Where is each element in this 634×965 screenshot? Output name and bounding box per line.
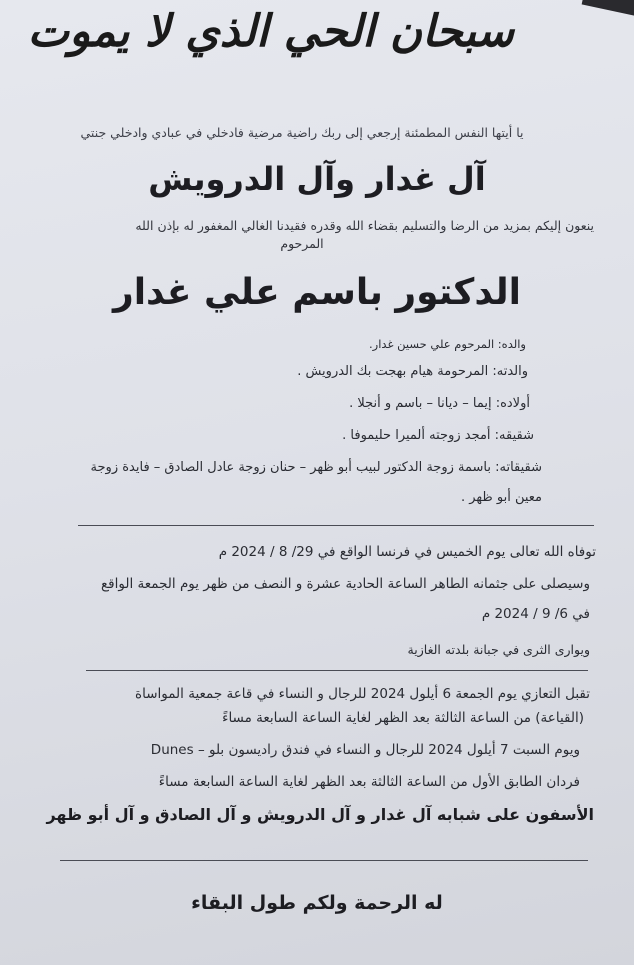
divider-2 xyxy=(86,670,588,671)
closing-phrase: له الرحمة ولكم طول البقاء xyxy=(191,892,443,914)
condolence-friday-hours: (القياعة) من الساعة الثالثة بعد الظهر لغاية الساعة السابعة مساءً xyxy=(222,710,584,726)
mourning-intro-line1: ينعون إليكم بمزيد من الرضا والتسليم بقضاء الله وقدره فقيدنا الغالي المغفور له بإذن الله xyxy=(135,218,594,233)
relative-sisters-cont: معين أبو ظهر . xyxy=(460,490,542,505)
mourning-intro-line2: المرحوم xyxy=(280,236,324,251)
relative-children: أولاده: إيما – ديانا – باسم و أنجلا . xyxy=(349,396,530,411)
grieving-families: الأسفون على شبابه آل غدار و آل الدرويش و آل الصادق و آل أبو ظهر xyxy=(46,805,594,824)
funeral-prayer: وسيصلى على جثمانه الطاهر الساعة الحادية عشرة و النصف من ظهر يوم الجمعة الواقع xyxy=(101,576,590,592)
relative-sisters: شقيقاته: باسمة زوجة الدكتور لبيب أبو ظهر – حنان زوجة عادل الصادق – فايدة زوجة xyxy=(90,460,542,475)
condolence-saturday-hours: فردان الطابق الأول من الساعة الثالثة بعد الظهر لغاية الساعة السابعة مساءً xyxy=(158,774,580,790)
condolence-saturday: ويوم السبت 7 أيلول 2024 للرجال و النساء في فندق راديسون بلو – Dunes xyxy=(150,742,580,758)
quran-verse: يا أيتها النفس المطمئنة إرجعي إلى ربك راضية مرضية فادخلي في عبادي وادخلي جنتي xyxy=(80,125,524,140)
family-title: آل غدار وآل الدرويش xyxy=(148,160,486,198)
condolence-friday: تقبل التعازي يوم الجمعة 6 أيلول 2024 للرجال و النساء في قاعة جمعية المواساة xyxy=(135,686,590,702)
burial-place: ويوارى الثرى في جبانة بلدته الغازية xyxy=(407,642,590,657)
divider-1 xyxy=(78,525,594,526)
relative-father: والده: المرحوم علي حسين غدار. xyxy=(369,337,526,351)
page-corner-shadow xyxy=(582,0,634,19)
relative-brother: شقيقه: أمجد زوجته ألميرا حليموفا . xyxy=(342,428,534,443)
deceased-name: الدكتور باسم علي غدار xyxy=(112,272,521,313)
relative-mother: والدته: المرحومة هيام بهجت بك الدرويش . xyxy=(297,364,528,379)
divider-3 xyxy=(60,860,588,861)
death-date: توفاه الله تعالى يوم الخميس في فرنسا الواقع في 29/ 8 / 2024 م xyxy=(218,544,596,560)
funeral-prayer-date: في 6/ 9 / 2024 م xyxy=(481,606,590,622)
calligraphy-header: سبحان الحي الذي لا يموت xyxy=(27,6,514,57)
